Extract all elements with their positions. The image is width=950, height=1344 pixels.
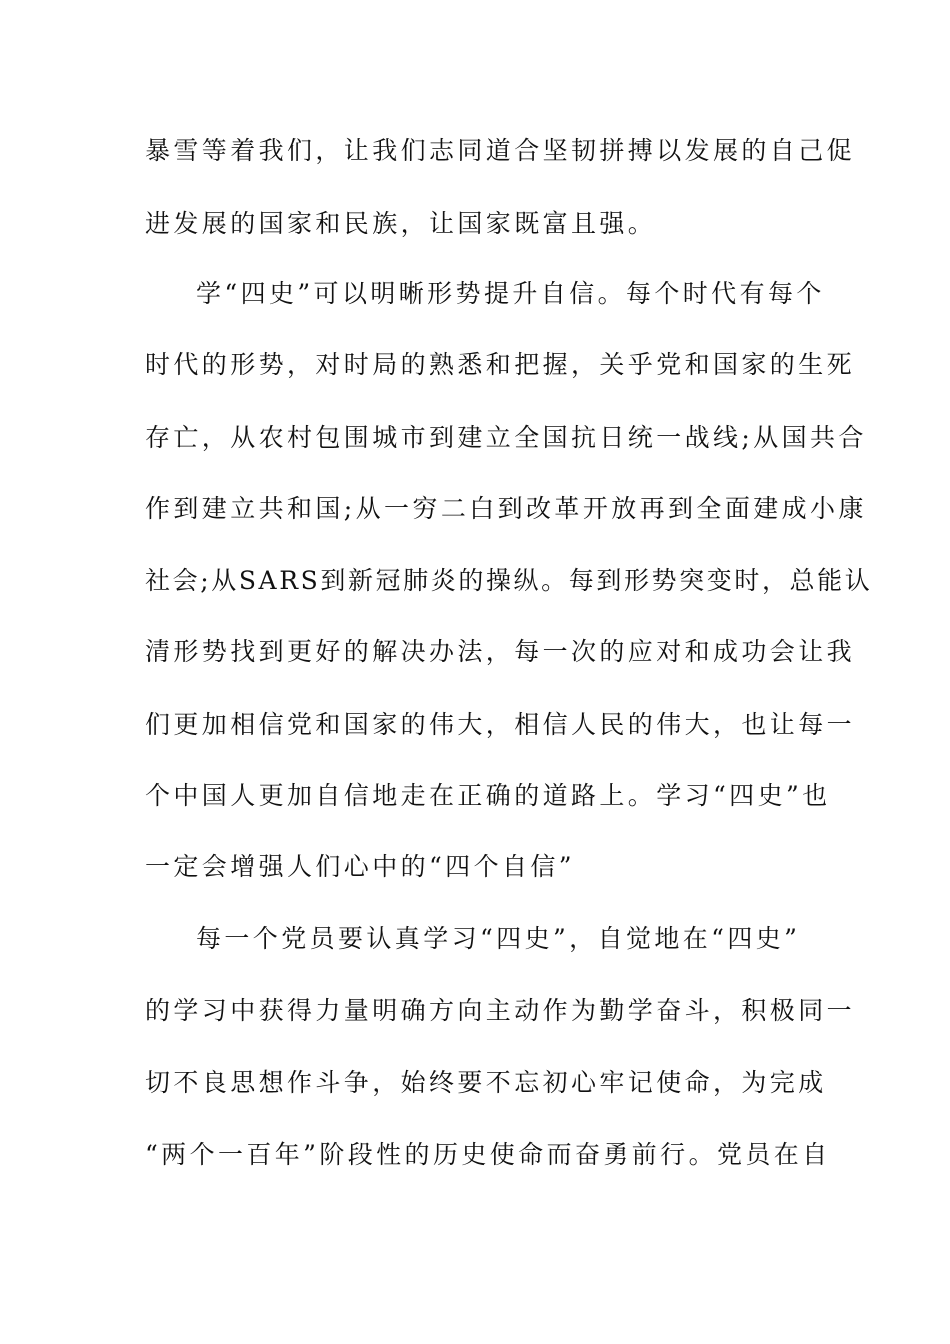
text-line: 进发展的国家和民族，让国家既富且强。 bbox=[145, 209, 657, 238]
text-line: 的学习中获得力量明确方向主动作为勤学奋斗，积极同一 bbox=[145, 996, 856, 1025]
text-line: “两个一百年”阶段性的历史使命而奋勇前行。党员在自 bbox=[145, 1140, 831, 1169]
text-line: 作到建立共和国;从一穷二白到改革开放再到全面建成小康 bbox=[145, 494, 867, 523]
paragraph-start-line: 每一个党员要认真学习“四史”，自觉地在“四史” bbox=[196, 924, 801, 953]
text-line: 暴雪等着我们，让我们志同道合坚韧拼搏以发展的自己促 bbox=[145, 136, 856, 165]
text-line: 清形势找到更好的解决办法，每一次的应对和成功会让我 bbox=[145, 637, 856, 666]
text-line: 社会;从SARS到新冠肺炎的操纵。每到形势突变时，总能认 bbox=[145, 566, 873, 595]
text-line: 个中国人更加自信地走在正确的道路上。学习“四史”也 bbox=[145, 781, 831, 810]
text-line: 一定会增强人们心中的“四个自信” bbox=[145, 852, 575, 881]
text-line: 存亡，从农村包围城市到建立全国抗日统一战线;从国共合 bbox=[145, 423, 867, 452]
paragraph-start-line: 学“四史”可以明晰形势提升自信。每个时代有每个 bbox=[196, 279, 825, 308]
text-line: 切不良思想作斗争，始终要不忘初心牢记使命，为完成 bbox=[145, 1068, 827, 1097]
text-line: 们更加相信党和国家的伟大，相信人民的伟大，也让每一 bbox=[145, 710, 856, 739]
text-line: 时代的形势，对时局的熟悉和把握，关乎党和国家的生死 bbox=[145, 350, 856, 379]
